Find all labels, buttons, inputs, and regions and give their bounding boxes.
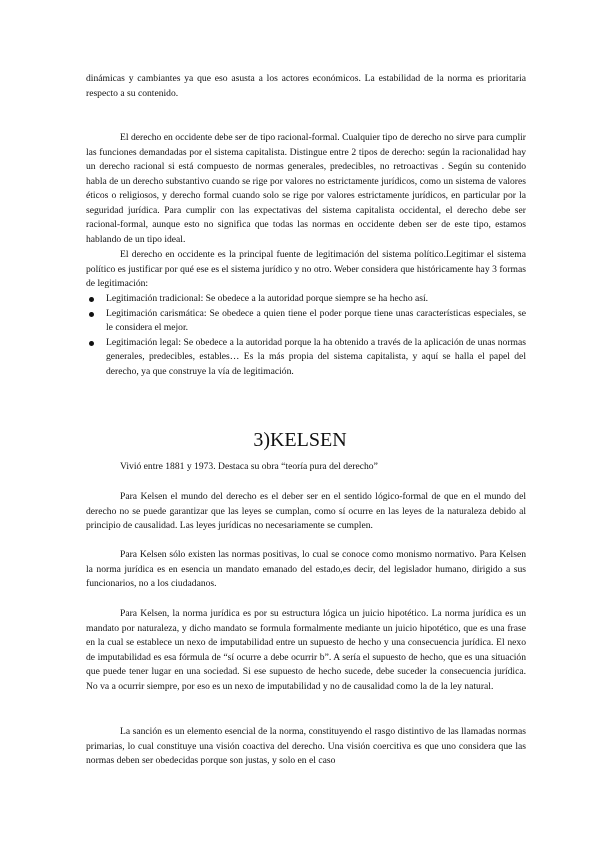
- paragraph-monismo: Para Kelsen sólo existen las normas positivas, lo cual se conoce como monismo normativo. Para Kelsen la norma jurídica es en esencia un mandato emanado del estado,es decir, del legislador humano, dirigido a sus funcionarios, no a los ciudadanos.: [86, 549, 526, 589]
- paragraph-legitimacion: El derecho en occidente es la principal fuente de legitimación del sistema político.Legitimar el sistema político es justificar por qué ese es el sistema jurídico y no otro. Weber considera que históricamente hay 3 formas de legitimación:: [86, 249, 526, 289]
- paragraph-kelsen-bio: Vivió entre 1881 y 1973. Destaca su obra “teoría pura del derecho”: [120, 461, 378, 472]
- bullet-icon: [89, 312, 94, 317]
- paragraph-juicio-hipotetico: Para Kelsen, la norma jurídica es por su estructura lógica un juicio hipotético. La norma jurídica es un mandato por naturaleza, y dicho mandato se formula formalmente mediante un juicio hipotético, que es una frase en la cual se establece un nexo de imputabilidad entre un supuesto de hecho y una consecuencia jurídica. El nexo de imputabilidad es esa fórmula de “sí ocurre a debe ocurrir b”. A sería el supuesto de hecho, que es una situación que puede tener lugar en una sociedad. Si ese supuesto de hecho sucede, debe suceder la consecuencia jurídica. No va a ocurrir siempre, por eso es un nexo de imputabilidad y no de causalidad como la de la ley natural.: [86, 608, 526, 692]
- paragraph-sancion: La sanción es un elemento esencial de la norma, constituyendo el rasgo distintivo de las llamadas normas primarias, lo cual constituye una visión coactiva del derecho. Una visión coercitiva es que uno considera que las normas deben ser obedecidas porque son justas, y solo en el caso: [86, 726, 526, 766]
- legitimation-list: [86, 292, 526, 379]
- bullet-icon: [89, 341, 94, 346]
- paragraph-deber-ser: Para Kelsen el mundo del derecho es el deber ser en el sentido lógico-formal de que en el mundo del derecho no se puede garantizar que las leyes se cumplan, como sí ocurre en las leyes de la naturaleza debido al principio de causalidad. Las leyes jurídicas no necesariamente se cumplen.: [86, 491, 526, 531]
- list-item: Legitimación carismática: Se obedece a quien tiene el poder porque tiene unas características especiales, se le considera el mejor.: [86, 307, 526, 336]
- section-heading: 3)KELSEN: [253, 429, 347, 451]
- bullet-icon: [89, 297, 94, 302]
- paragraph-stability: dinámicas y cambiantes ya que eso asusta a los actores económicos. La estabilidad de la norma es prioritaria respecto a su contenido.: [86, 73, 526, 99]
- list-item: Legitimación legal: Se obedece a la autoridad porque la ha obtenido a través de la aplicación de unas normas generales, predecibles, estables… Es la más propia del sistema capitalista, y aquí se halla el papel del derecho, ya que construye la vía de legitimación.: [86, 336, 526, 380]
- list-item: Legitimación tradicional: Se obedece a la autoridad porque siempre se ha hecho así.: [86, 292, 526, 307]
- paragraph-racional-formal: El derecho en occidente debe ser de tipo racional-formal. Cualquier tipo de derecho no sirve para cumplir las funciones demandadas por el sistema capitalista. Distingue entre 2 tipos de derecho: según la racionalidad hay un derecho racional si está compuesto de normas generales, predecibles, no retroactivas . Según su contenido habla de un derecho substantivo cuando se rige por valores no estrictamente jurídicos, como un sistema de valores éticos o religiosos, y derecho formal cuando solo se rige por valores estrictamente jurídicos, en particular por la seguridad jurídica. Para cumplir con las expectativas del sistema capitalista occidental, el derecho debe ser racional-formal, aunque esto no significa que todas las normas en occidente deben ser de este tipo, estamos hablando de un tipo ideal.: [86, 132, 526, 245]
